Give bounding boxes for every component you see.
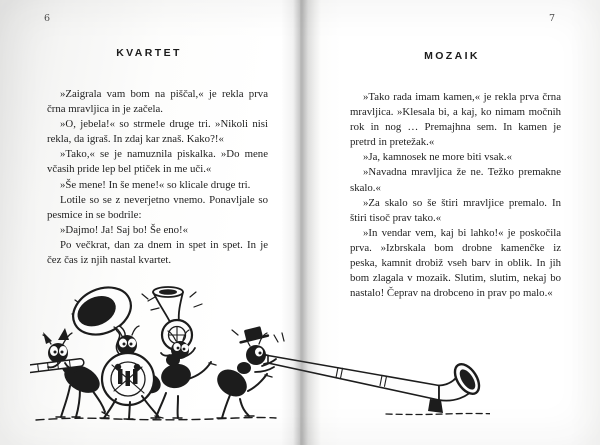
paragraph: »Zaigrala vam bom na piščal,« je rekla prva črna mravljica in je začela.: [47, 88, 268, 116]
ant-french-horn-player: [142, 287, 216, 418]
body-text-left: [47, 87, 268, 268]
paragraph: Po večkrat, dan za dnem in spet in spet. In je čez čas iz njih nastal kvartet.: [47, 238, 268, 267]
ground-line-right: [386, 414, 490, 415]
ant-alphorn-player: [212, 325, 484, 418]
paragraph: Lotile so se z neverjetno vnemo. Ponavljale so pesmice in se bodrile:: [47, 193, 268, 221]
paragraph: »Še mene! In še mene!« so klicale druge tri.: [60, 178, 251, 191]
paragraph: »Ja, kamnosek ne more biti vsak.«: [363, 151, 513, 164]
paragraph: »O, jebela!« so strmele druge tri. »Nikoli nisi rekla, da igraš. In zdaj kar znaš. Kako?!«: [47, 118, 268, 146]
page-number-left: 6: [44, 13, 51, 24]
paragraph: »Za skalo so še štiri mravljice premalo. In štiri tisoč prav tako.«: [350, 196, 561, 224]
paragraph: »Tako rada imam kamen,« je rekla prva črna mravljica. »Klesala bi, a kaj, ko nimam močnih rok in nog … Premajhna sem. In kamen je pretrd in pretežak.«: [350, 91, 561, 149]
ant-band-illustration: [30, 283, 490, 433]
body-text-right: [350, 90, 561, 301]
ant-flutist: [30, 328, 109, 417]
paragraph: »Tako,« se je namuznila piskalka. »Do mene včasih pride lep bel ptiček in me uči.«: [47, 148, 268, 176]
page-number-right: 7: [549, 13, 556, 24]
chapter-title-mozaik: MOZAIK: [424, 50, 480, 62]
paragraph: »In vendar vem, kaj bi lahko!« je poskočila prva. »Izbrskala bom drobne kamenčke iz peska, kamnit drobiž vseh barv in oblik. In jih bom zlagala v mozaik. Slutim, slutim, nekaj bo nastalo! Čeprav na drobceno in prav po malo.«: [350, 226, 561, 300]
paragraph: »Dajmo! Ja! Saj bo! Še eno!«: [60, 223, 189, 236]
chapter-title-kvartet: KVARTET: [116, 47, 182, 59]
paragraph: »Navadna mravljica že ne. Težko premakne skalo.«: [350, 166, 561, 194]
